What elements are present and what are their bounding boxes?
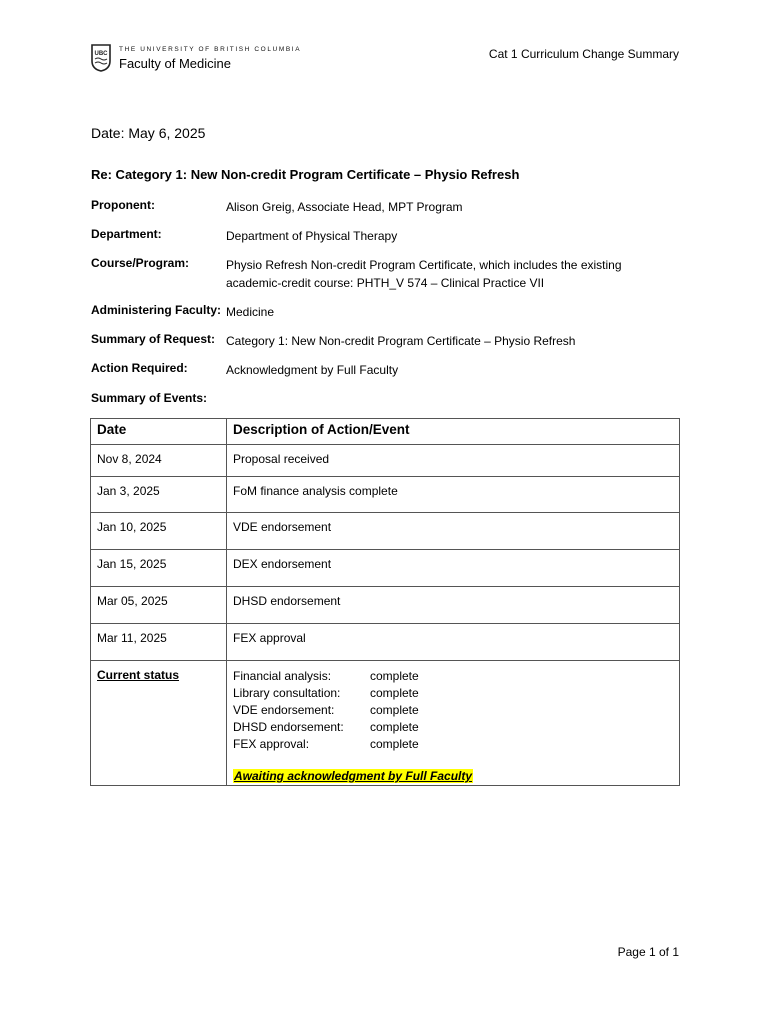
current-status-label: Current status	[97, 668, 180, 682]
field-label: Action Required:	[91, 361, 188, 375]
event-description: Proposal received	[227, 445, 680, 477]
field-value: Department of Physical Therapy	[226, 229, 398, 243]
awaiting-acknowledgment-highlight: Awaiting acknowledgment by Full Faculty	[234, 769, 473, 783]
event-date: Mar 11, 2025	[91, 624, 227, 661]
status-item-label: Library consultation:	[233, 686, 341, 700]
event-description: DHSD endorsement	[227, 587, 680, 624]
status-item	[233, 685, 673, 702]
ubc-crest-icon	[91, 44, 111, 72]
status-item	[233, 736, 673, 753]
table-row	[91, 624, 680, 661]
field-label: Department:	[91, 227, 162, 241]
table-row	[91, 587, 680, 624]
event-date: Nov 8, 2024	[91, 445, 227, 477]
status-item	[233, 702, 673, 719]
field-label: Administering Faculty:	[91, 303, 222, 317]
table-row-current-status	[91, 661, 680, 786]
field-summary-of-request	[91, 332, 676, 350]
field-action-required	[91, 361, 676, 379]
ubc-logo	[91, 44, 301, 72]
table-header-row	[91, 419, 680, 445]
svg-text:UBC: UBC	[94, 51, 108, 57]
event-description: VDE endorsement	[227, 513, 680, 550]
field-label: Summary of Request:	[91, 332, 216, 346]
status-item-value: complete	[370, 686, 419, 700]
faculty-name: Faculty of Medicine	[119, 56, 231, 71]
table-row	[91, 477, 680, 513]
summary-of-events-label: Summary of Events:	[91, 391, 208, 405]
event-description: FEX approval	[227, 624, 680, 661]
date-line: Date: May 6, 2025	[91, 125, 206, 141]
status-item-value: complete	[370, 720, 419, 734]
field-value: Medicine	[226, 305, 275, 319]
event-date: Mar 05, 2025	[91, 587, 227, 624]
re-line: Re: Category 1: New Non-credit Program Certificate – Physio Refresh	[91, 167, 520, 182]
status-item-value: complete	[370, 669, 419, 683]
university-name: THE UNIVERSITY OF BRITISH COLUMBIA	[119, 46, 302, 53]
column-header-description: Description of Action/Event	[227, 419, 680, 445]
field-label: Proponent:	[91, 198, 155, 212]
event-date: Jan 15, 2025	[91, 550, 227, 587]
column-header-date: Date	[91, 419, 227, 445]
table-row	[91, 513, 680, 550]
field-value: Category 1: New Non-credit Program Certificate – Physio Refresh	[226, 334, 576, 348]
event-description: FoM finance analysis complete	[227, 477, 680, 513]
event-date: Jan 10, 2025	[91, 513, 227, 550]
event-date: Jan 3, 2025	[91, 477, 227, 513]
status-item-label: DHSD endorsement:	[233, 720, 344, 734]
status-item-value: complete	[370, 737, 419, 751]
table-row	[91, 445, 680, 477]
field-course-program	[91, 256, 676, 292]
status-item	[233, 719, 673, 736]
field-value: Physio Refresh Non-credit Program Certificate, which includes the existing academic-credit course: PHTH_V 574 – Clinical Practice VII	[226, 258, 622, 290]
field-value: Acknowledgment by Full Faculty	[226, 363, 399, 377]
status-item-label: VDE endorsement:	[233, 703, 335, 717]
status-item-value: complete	[370, 703, 419, 717]
status-item	[233, 668, 673, 685]
field-label: Course/Program:	[91, 256, 190, 270]
field-proponent	[91, 198, 676, 216]
field-value: Alison Greig, Associate Head, MPT Program	[226, 200, 463, 214]
page-number: Page 1 of 1	[617, 945, 679, 959]
event-description: DEX endorsement	[227, 550, 680, 587]
events-table	[90, 418, 680, 786]
current-status-details	[227, 661, 680, 786]
field-administering-faculty	[91, 303, 676, 321]
status-item-label: FEX approval:	[233, 737, 310, 751]
table-row	[91, 550, 680, 587]
field-department	[91, 227, 676, 245]
status-item-label: Financial analysis:	[233, 669, 332, 683]
document-title: Cat 1 Curriculum Change Summary	[488, 47, 679, 61]
